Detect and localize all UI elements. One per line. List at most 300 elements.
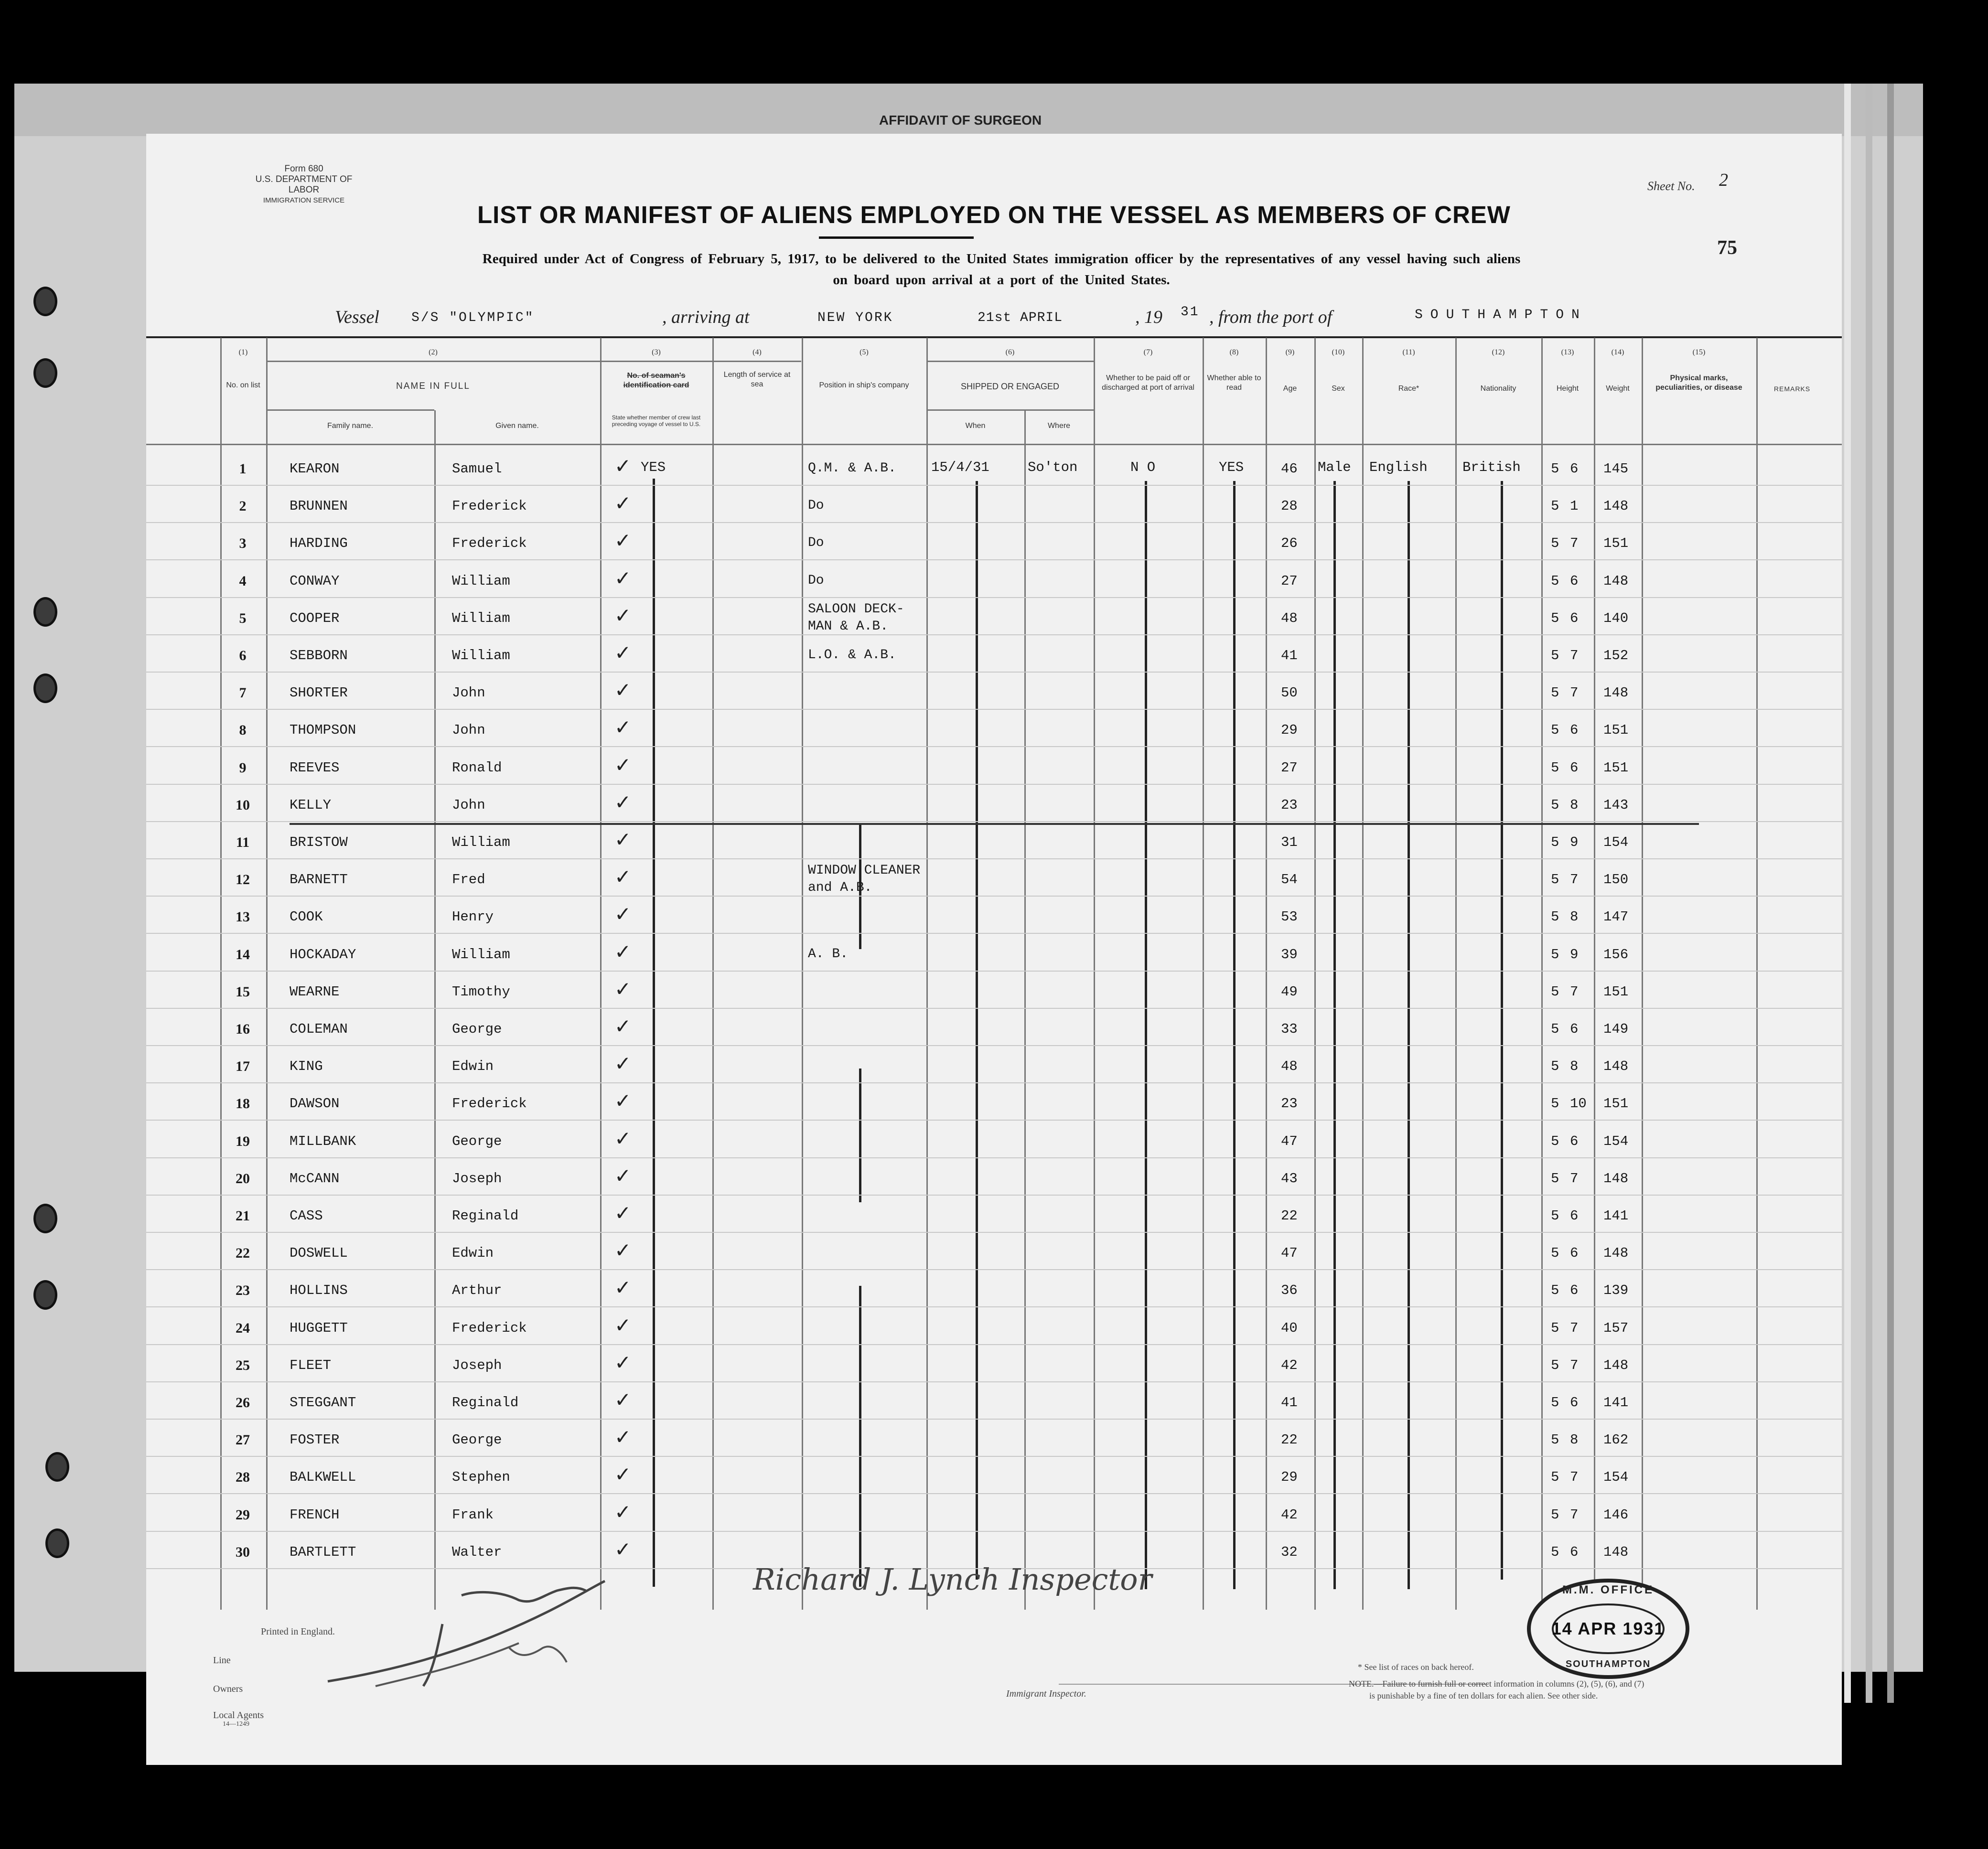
row-rule <box>146 933 1842 934</box>
family-name: BARNETT <box>290 872 348 887</box>
vessel-label: Vessel <box>335 307 379 327</box>
height-inches: 7 <box>1570 872 1579 887</box>
height-inches: 6 <box>1570 1544 1579 1560</box>
row-rule <box>146 1232 1842 1233</box>
col-num: (3) <box>652 348 661 356</box>
page-edge <box>1866 84 1872 1703</box>
height-inches: 1 <box>1570 498 1579 514</box>
height-feet: 5 <box>1551 685 1559 701</box>
height-feet: 5 <box>1551 1245 1559 1261</box>
header-rule <box>266 409 434 411</box>
given-name: Reginald <box>452 1395 519 1411</box>
height-feet: 5 <box>1551 1208 1559 1224</box>
form-info <box>251 164 356 206</box>
height-inches: 7 <box>1570 685 1579 701</box>
weight: 148 <box>1603 1544 1629 1560</box>
height-feet: 5 <box>1551 797 1559 813</box>
column-rule <box>1024 410 1026 1610</box>
binder-hole <box>33 287 57 316</box>
given-name: Fred <box>452 872 485 887</box>
weight: 154 <box>1603 834 1629 850</box>
age: 36 <box>1281 1283 1298 1298</box>
row-number: 19 <box>236 1133 250 1149</box>
age: 43 <box>1281 1171 1298 1186</box>
row-number: 25 <box>236 1357 250 1373</box>
col-head-where: Where <box>1047 422 1071 430</box>
age: 48 <box>1281 1058 1298 1074</box>
row-number: 16 <box>236 1021 250 1037</box>
row-rule <box>146 746 1842 747</box>
col-head-read: Whether able to read <box>1207 374 1261 392</box>
given-name: Edwin <box>452 1058 494 1074</box>
check-mark: ✓ <box>614 454 632 478</box>
check-mark: ✓ <box>614 1276 632 1299</box>
arriving-port: NEW YORK <box>817 310 893 325</box>
year-prefix: , 19 <box>1135 307 1162 327</box>
family-name: HUGGETT <box>290 1320 348 1336</box>
header-rule <box>266 361 801 362</box>
position-cont: and A.B. <box>808 880 872 895</box>
height-feet: 5 <box>1551 648 1559 663</box>
age: 23 <box>1281 797 1298 813</box>
manifest-sheet <box>146 134 1842 1765</box>
binder-hole <box>45 1528 69 1558</box>
row-number: 2 <box>239 498 247 514</box>
height-feet: 5 <box>1551 610 1559 626</box>
family-name: McCANN <box>290 1171 340 1186</box>
department: U.S. DEPARTMENT OF LABOR <box>255 174 353 195</box>
note-line-2: is punishable by a fine of ten dollars for each alien. See other side. <box>1369 1691 1598 1700</box>
row-rule <box>146 858 1842 859</box>
col-num: (8) <box>1229 348 1239 356</box>
weight: 140 <box>1603 610 1629 626</box>
given-name: William <box>452 947 510 962</box>
col-head-no: No. on list <box>226 381 260 389</box>
weight: 154 <box>1603 1469 1629 1485</box>
row-number: 6 <box>239 648 247 663</box>
col-num: (12) <box>1492 348 1505 356</box>
age: 42 <box>1281 1507 1298 1523</box>
document-title: LIST OR MANIFEST OF ALIENS EMPLOYED ON THE VESSEL AS MEMBERS OF CREW <box>477 201 1511 228</box>
ditto-mark <box>859 1069 861 1202</box>
crew-table <box>146 338 1842 1608</box>
row-number: 21 <box>236 1208 250 1224</box>
age: 46 <box>1281 461 1298 477</box>
height-feet: 5 <box>1551 834 1559 850</box>
check-mark: ✓ <box>614 940 632 963</box>
check-mark: ✓ <box>614 1052 632 1075</box>
binder-hole <box>45 1452 69 1482</box>
row-number: 8 <box>239 722 247 738</box>
age: 54 <box>1281 872 1298 887</box>
age: 29 <box>1281 722 1298 738</box>
check-mark: ✓ <box>614 1015 632 1038</box>
arriving-label: , arriving at <box>662 307 750 327</box>
family-name: SEBBORN <box>290 648 348 663</box>
footnote: * See list of races on back hereof. <box>1358 1662 1474 1672</box>
height-inches: 8 <box>1570 909 1579 925</box>
row-number: 30 <box>236 1544 250 1560</box>
check-mark: ✓ <box>614 1500 632 1524</box>
weight: 151 <box>1603 760 1629 776</box>
from-label: , from the port of <box>1209 307 1332 327</box>
age: 41 <box>1281 648 1298 663</box>
weight: 143 <box>1603 797 1629 813</box>
col-num: (14) <box>1611 348 1624 356</box>
stamp-date: 14 APR 1931 <box>1551 1619 1665 1638</box>
paid-off-value: N O <box>1130 460 1156 475</box>
col-num: (13) <box>1561 348 1574 356</box>
row-rule <box>146 485 1842 486</box>
position-cont: MAN & A.B. <box>808 619 889 634</box>
stamp-bottom-text: SOUTHAMPTON <box>1565 1659 1651 1669</box>
col-num: (1) <box>238 348 248 356</box>
height-inches: 7 <box>1570 1469 1579 1485</box>
height-inches: 6 <box>1570 1208 1579 1224</box>
height-feet: 5 <box>1551 1432 1559 1448</box>
row-rule <box>146 672 1842 673</box>
agents-code: 14—1249 <box>223 1721 249 1728</box>
position: L.O. & A.B. <box>808 648 896 663</box>
page-edge <box>1844 84 1851 1703</box>
check-mark: ✓ <box>614 1314 632 1337</box>
page-edge <box>1887 84 1894 1703</box>
height-feet: 5 <box>1551 1395 1559 1411</box>
row-number: 7 <box>239 685 247 701</box>
height-inches: 6 <box>1570 1245 1579 1261</box>
height-feet: 5 <box>1551 760 1559 776</box>
check-mark: ✓ <box>614 1388 632 1411</box>
given-name: Joseph <box>452 1171 502 1186</box>
row-rule <box>146 1306 1842 1307</box>
given-name: George <box>452 1021 502 1037</box>
row-number: 12 <box>236 872 250 887</box>
age: 47 <box>1281 1245 1298 1261</box>
family-name: CASS <box>290 1208 323 1224</box>
check-mark: ✓ <box>614 791 632 814</box>
height-inches: 10 <box>1570 1096 1587 1112</box>
weight: 152 <box>1603 648 1629 663</box>
check-mark: ✓ <box>614 1164 632 1187</box>
height-inches: 7 <box>1570 648 1579 663</box>
age: 41 <box>1281 1395 1298 1411</box>
position: A. B. <box>808 947 849 962</box>
row-rule <box>146 709 1842 710</box>
row-rule <box>146 1493 1842 1494</box>
page-number: 75 <box>1717 237 1737 259</box>
col-head-when: When <box>965 422 986 430</box>
height-inches: 6 <box>1570 461 1579 477</box>
family-name: COOK <box>290 909 323 925</box>
height-inches: 7 <box>1570 535 1579 551</box>
height-feet: 5 <box>1551 535 1559 551</box>
check-mark: ✓ <box>614 1425 632 1449</box>
weight: 148 <box>1603 1058 1629 1074</box>
age: 47 <box>1281 1133 1298 1149</box>
binder-hole <box>33 1204 57 1233</box>
height-inches: 7 <box>1570 984 1579 1000</box>
row-number: 22 <box>236 1245 250 1261</box>
form-number: Form 680 <box>284 164 323 174</box>
column-rule <box>434 410 436 1610</box>
row-number: 29 <box>236 1507 250 1523</box>
check-mark: ✓ <box>614 529 632 552</box>
col-num: (6) <box>1005 348 1015 356</box>
col-num: (9) <box>1285 348 1295 356</box>
given-name: John <box>452 685 485 701</box>
check-mark: ✓ <box>614 1089 632 1112</box>
family-name: MILLBANK <box>290 1133 356 1149</box>
height-inches: 8 <box>1570 797 1579 813</box>
col-head-shipped: SHIPPED OR ENGAGED <box>960 382 1060 391</box>
age: 50 <box>1281 685 1298 701</box>
check-mark: ✓ <box>614 1201 632 1225</box>
age: 22 <box>1281 1208 1298 1224</box>
height-inches: 7 <box>1570 1171 1579 1186</box>
row-number: 20 <box>236 1171 250 1186</box>
col-num: (4) <box>752 348 762 356</box>
given-name: John <box>452 722 485 738</box>
family-name: BRISTOW <box>290 834 348 850</box>
given-name: Joseph <box>452 1357 502 1373</box>
age: 27 <box>1281 573 1298 589</box>
row-number: 3 <box>239 535 247 551</box>
age: 33 <box>1281 1021 1298 1037</box>
row-number: 18 <box>236 1096 250 1112</box>
age: 39 <box>1281 947 1298 962</box>
weight: 151 <box>1603 535 1629 551</box>
row-number: 10 <box>236 797 250 813</box>
height-feet: 5 <box>1551 573 1559 589</box>
line-label: Line <box>213 1655 231 1666</box>
row-rule <box>146 821 1842 822</box>
height-inches: 7 <box>1570 1357 1579 1373</box>
family-name: HARDING <box>290 535 348 551</box>
col-head-race: Race* <box>1398 385 1419 393</box>
weight: 147 <box>1603 909 1629 925</box>
col-num: (5) <box>860 348 869 356</box>
document-subtitle <box>356 248 1646 290</box>
weight: 141 <box>1603 1395 1629 1411</box>
family-name: DOSWELL <box>290 1245 348 1261</box>
height-feet: 5 <box>1551 1021 1559 1037</box>
master-signature <box>318 1562 614 1705</box>
col-head-age: Age <box>1283 385 1297 393</box>
age: 42 <box>1281 1357 1298 1373</box>
given-name: Walter <box>452 1544 502 1560</box>
age: 40 <box>1281 1320 1298 1336</box>
position: Do <box>808 498 824 513</box>
check-mark: ✓ <box>614 1127 632 1150</box>
family-name: BRUNNEN <box>290 498 348 514</box>
race-value: English <box>1369 460 1428 475</box>
family-name: HOLLINS <box>290 1283 348 1298</box>
row-number: 4 <box>239 573 247 589</box>
height-inches: 6 <box>1570 722 1579 738</box>
sheet-number: 2 <box>1719 170 1728 190</box>
height-feet: 5 <box>1551 722 1559 738</box>
row-rule <box>146 1082 1842 1083</box>
family-name: BALKWELL <box>290 1469 356 1485</box>
height-feet: 5 <box>1551 1058 1559 1074</box>
given-name: William <box>452 648 510 663</box>
row-rule <box>146 597 1842 598</box>
from-port: SOUTHAMPTON <box>1415 308 1587 322</box>
height-feet: 5 <box>1551 947 1559 962</box>
check-mark: ✓ <box>614 1463 632 1486</box>
weight: 148 <box>1603 685 1629 701</box>
weight: 150 <box>1603 872 1629 887</box>
col-head-sex: Sex <box>1332 385 1345 393</box>
row-rule <box>146 1195 1842 1196</box>
col-head-service: Length of service at sea <box>723 371 791 388</box>
weight: 151 <box>1603 984 1629 1000</box>
owners-label: Owners <box>213 1684 243 1694</box>
row-number: 9 <box>239 760 247 776</box>
stamp-top-text: M.M. OFFICE <box>1562 1583 1654 1596</box>
shipped-where-value: So'ton <box>1028 460 1078 475</box>
weight: 148 <box>1603 1245 1629 1261</box>
height-feet: 5 <box>1551 909 1559 925</box>
printed-in: Printed in England. <box>261 1626 335 1637</box>
ditto-mark <box>976 481 978 1580</box>
height-feet: 5 <box>1551 1544 1559 1560</box>
family-name: BARTLETT <box>290 1544 356 1560</box>
given-name: Arthur <box>452 1283 502 1298</box>
row-rule <box>146 522 1842 523</box>
check-mark: ✓ <box>614 716 632 739</box>
title-rule <box>819 236 974 239</box>
header-rule <box>926 409 1094 411</box>
col-head-prior-voyage: State whether member of crew last preceding voyage of vessel to U.S. <box>612 414 701 428</box>
row-rule <box>146 1269 1842 1270</box>
height-inches: 7 <box>1570 1507 1579 1523</box>
ditto-mark <box>1408 481 1410 1589</box>
header-rule <box>926 361 1094 362</box>
height-feet: 5 <box>1551 984 1559 1000</box>
sex-value: Male <box>1318 460 1351 475</box>
check-mark: ✓ <box>614 1351 632 1374</box>
row-rule <box>146 1157 1842 1158</box>
family-name: REEVES <box>290 760 340 776</box>
row-rule <box>146 971 1842 972</box>
height-inches: 6 <box>1570 1133 1579 1149</box>
header-bottom-rule <box>146 444 1842 445</box>
height-inches: 8 <box>1570 1058 1579 1074</box>
row-rule <box>146 1381 1842 1382</box>
subtitle-line-2: on board upon arrival at a port of the United States. <box>833 272 1170 288</box>
office-stamp <box>1527 1579 1689 1679</box>
height-feet: 5 <box>1551 1320 1559 1336</box>
age: 48 <box>1281 610 1298 626</box>
subtitle-line-1: Required under Act of Congress of February 5, 1917, to be delivered to the United States immigration officer by the representatives of any vessel having such aliens <box>482 251 1521 267</box>
check-mark: ✓ <box>614 1538 632 1561</box>
underlying-page-top <box>14 84 1923 136</box>
family-name: FLEET <box>290 1357 332 1373</box>
given-name: Frank <box>452 1507 494 1523</box>
weight: 162 <box>1603 1432 1629 1448</box>
height-inches: 9 <box>1570 834 1579 850</box>
note-line-1: NOTE.—Failure to furnish full or correct information in columns (2), (5), (6), and (7) <box>1349 1679 1644 1689</box>
check-mark: ✓ <box>614 828 632 851</box>
check-mark: ✓ <box>614 641 632 664</box>
weight: 146 <box>1603 1507 1629 1523</box>
col-num: (15) <box>1692 348 1706 356</box>
height-inches: 6 <box>1570 573 1579 589</box>
family-name: FRENCH <box>290 1507 340 1523</box>
given-name: Edwin <box>452 1245 494 1261</box>
check-mark: ✓ <box>614 678 632 702</box>
strikeout-line <box>290 823 1699 825</box>
check-mark: ✓ <box>614 977 632 1001</box>
family-name: COOPER <box>290 610 340 626</box>
given-name: George <box>452 1133 502 1149</box>
col-num: (10) <box>1332 348 1345 356</box>
row-rule <box>146 634 1842 635</box>
height-feet: 5 <box>1551 1507 1559 1523</box>
age: 29 <box>1281 1469 1298 1485</box>
weight: 148 <box>1603 1171 1629 1186</box>
col-head-remarks: REMARKS <box>1773 385 1811 393</box>
shipped-when-value: 15/4/31 <box>931 460 989 475</box>
weight: 148 <box>1603 498 1629 514</box>
family-name: SHORTER <box>290 685 348 701</box>
given-name: John <box>452 797 485 813</box>
arrival-date: 21st APRIL <box>978 310 1063 325</box>
binder-hole <box>33 673 57 703</box>
position: Q.M. & A.B. <box>808 461 896 476</box>
height-inches: 6 <box>1570 1395 1579 1411</box>
given-name: William <box>452 573 510 589</box>
weight: 156 <box>1603 947 1629 962</box>
given-name: Frederick <box>452 535 527 551</box>
given-name: George <box>452 1432 502 1448</box>
row-rule <box>146 1008 1842 1009</box>
given-name: Stephen <box>452 1469 510 1485</box>
col-head-height: Height <box>1556 385 1579 393</box>
weight: 149 <box>1603 1021 1629 1037</box>
ditto-mark <box>1333 481 1336 1589</box>
age: 23 <box>1281 1096 1298 1112</box>
row-rule <box>146 1419 1842 1420</box>
given-name: William <box>452 610 510 626</box>
height-inches: 7 <box>1570 1320 1579 1336</box>
prior-voyage-value: YES <box>641 460 666 475</box>
row-number: 15 <box>236 984 250 1000</box>
vessel-name: S/S "OLYMPIC" <box>411 310 535 325</box>
ditto-mark <box>859 1286 861 1587</box>
col-head-given: Given name. <box>495 422 539 430</box>
row-rule <box>146 1344 1842 1345</box>
position: Do <box>808 535 824 550</box>
position: Do <box>808 573 824 588</box>
family-name: FOSTER <box>290 1432 340 1448</box>
check-mark: ✓ <box>614 865 632 888</box>
height-inches: 8 <box>1570 1432 1579 1448</box>
check-mark: ✓ <box>614 1239 632 1262</box>
height-feet: 5 <box>1551 461 1559 477</box>
row-number: 11 <box>236 834 250 850</box>
ditto-mark <box>1501 481 1503 1580</box>
height-feet: 5 <box>1551 1283 1559 1298</box>
row-number: 17 <box>236 1058 250 1074</box>
col-head-name: NAME IN FULL <box>396 381 470 391</box>
given-name: Reginald <box>452 1208 519 1224</box>
family-name: CONWAY <box>290 573 340 589</box>
row-number: 13 <box>236 909 250 925</box>
row-rule <box>146 559 1842 560</box>
height-inches: 9 <box>1570 947 1579 962</box>
